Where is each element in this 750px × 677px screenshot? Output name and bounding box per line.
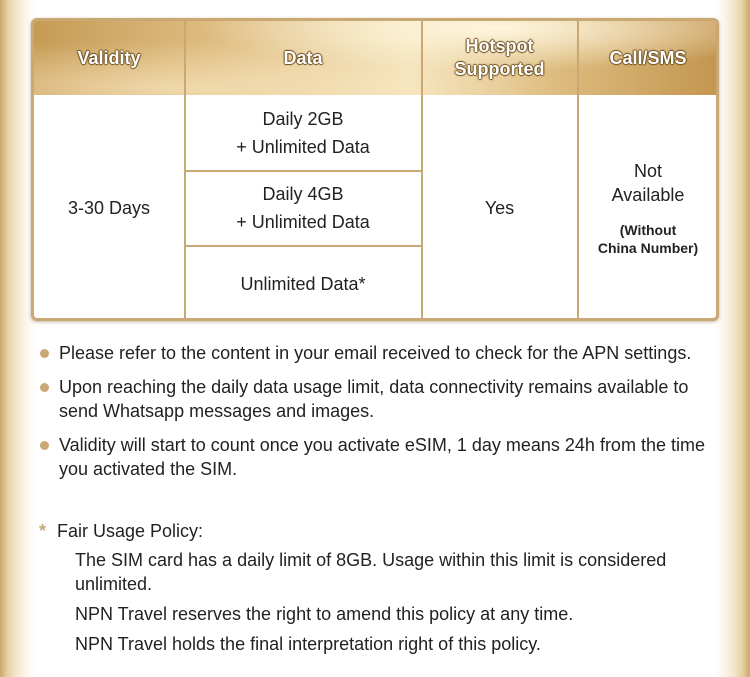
fair-usage-line: The SIM card has a daily limit of 8GB. Usage within this limit is considered unlimited. xyxy=(75,550,667,594)
table-header xyxy=(34,21,716,95)
list-item xyxy=(38,375,728,423)
header-call-sms: Call/SMS xyxy=(609,47,687,68)
hotspot-value: Yes xyxy=(484,198,515,218)
data-option-2-line1: Daily 4GB xyxy=(262,184,344,204)
note-text: Please refer to the content in your email received to check for the APN settings. xyxy=(59,343,692,363)
data-option-1-line2: + Unlimited Data xyxy=(236,136,370,157)
bullet-dot-icon xyxy=(40,441,49,450)
bullet-dot-icon xyxy=(40,383,49,392)
fair-usage-title: Fair Usage Policy: xyxy=(57,521,204,541)
call-sms-line1: Not xyxy=(633,161,662,181)
asterisk-icon: * xyxy=(39,521,47,541)
list-item xyxy=(38,433,728,481)
notes-list xyxy=(38,341,728,491)
validity-value: 3-30 Days xyxy=(67,198,151,218)
data-option-1-line1: Daily 2GB xyxy=(262,108,344,129)
note-text: Validity will start to count once you activate eSIM, 1 day means 24h from the time you activated the SIM. xyxy=(59,435,705,479)
call-sms-note-line1: (Without xyxy=(619,222,677,238)
note-text: Upon reaching the daily data usage limit, data connectivity remains available to send Whatsapp messages and images. xyxy=(59,377,689,421)
header-hotspot: Hotspot Supported xyxy=(454,36,545,79)
list-item xyxy=(38,341,728,365)
header-data: Data xyxy=(283,47,323,68)
header-validity: Validity xyxy=(77,47,141,68)
data-option-2 xyxy=(185,171,421,245)
data-option-2-line2: + Unlimited Data xyxy=(236,212,370,232)
bullet-dot-icon xyxy=(40,349,49,358)
call-sms-line2: Available xyxy=(611,185,685,205)
fair-usage-line: NPN Travel holds the final interpretation right of this policy. xyxy=(75,634,541,654)
data-option-3-line1: Unlimited Data* xyxy=(240,273,366,294)
call-sms-value xyxy=(578,95,718,321)
data-option-3 xyxy=(185,246,421,321)
data-option-1 xyxy=(185,95,421,170)
fair-usage-line: NPN Travel reserves the right to amend this policy at any time. xyxy=(75,604,574,624)
call-sms-note-line2: China Number) xyxy=(597,240,699,256)
fair-usage-heading xyxy=(39,519,729,543)
plan-table xyxy=(31,18,719,321)
